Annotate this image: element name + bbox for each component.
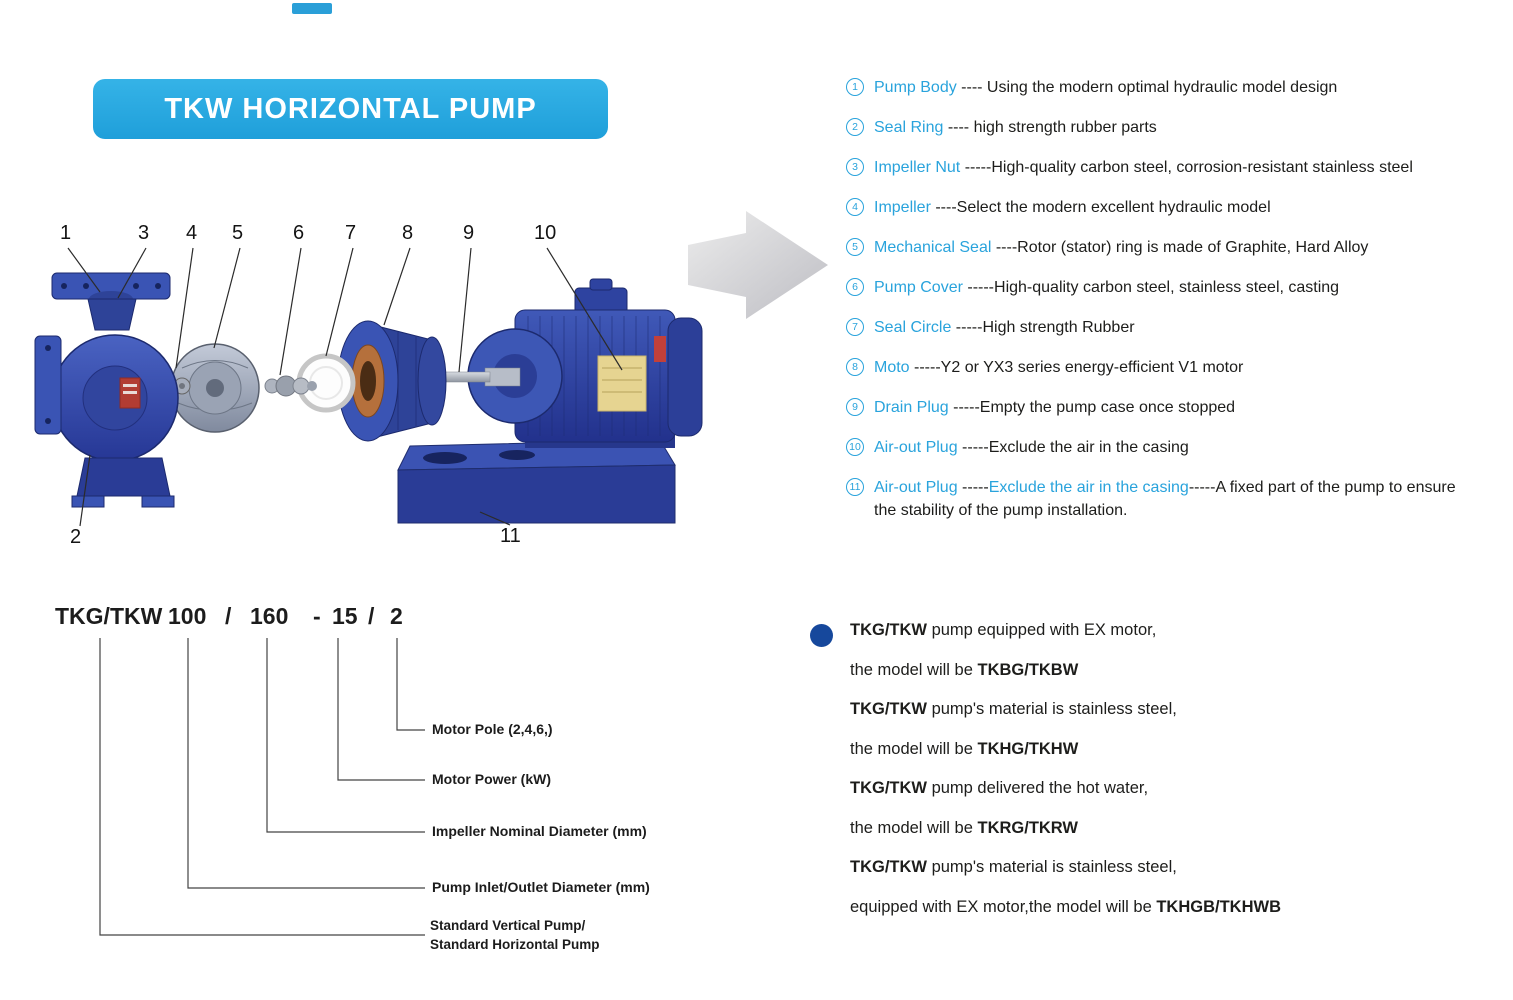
note-line bbox=[850, 895, 1410, 919]
bullet-icon bbox=[810, 624, 833, 647]
part-separator: ---- bbox=[943, 119, 974, 136]
part-name: Air-out Plug bbox=[874, 479, 958, 496]
parts-list-item bbox=[846, 436, 1478, 459]
parts-list-item bbox=[846, 316, 1478, 339]
part-description: High strength Rubber bbox=[982, 319, 1135, 336]
part-name: Seal Ring bbox=[874, 119, 944, 136]
part-description: Exclude the air in the casing bbox=[988, 439, 1189, 456]
model-code-slash1: / bbox=[225, 603, 232, 629]
note-text: the model will be bbox=[850, 739, 978, 758]
note-line bbox=[850, 776, 1410, 800]
parts-list-item bbox=[846, 196, 1478, 219]
part-name: Air-out Plug bbox=[874, 439, 958, 456]
parts-list-item bbox=[846, 76, 1478, 99]
note-line bbox=[850, 855, 1410, 879]
part-description: High-quality carbon steel, stainless steel, casting bbox=[994, 279, 1340, 296]
part-number-label-4: 4 bbox=[186, 222, 198, 244]
note-line bbox=[850, 737, 1410, 761]
arrow-right-icon bbox=[686, 205, 831, 325]
part-description: Using the modern optimal hydraulic model design bbox=[986, 79, 1338, 96]
part-separator: ---- bbox=[930, 199, 957, 216]
model-code-family: TKG/TKW bbox=[55, 603, 163, 629]
part-number-label-5: 5 bbox=[232, 222, 244, 244]
part-number-badge: 4 bbox=[846, 198, 864, 216]
note-text: the model will be bbox=[850, 818, 978, 837]
part-number-label-9: 9 bbox=[463, 222, 475, 244]
model-code-slash2: / bbox=[368, 603, 375, 629]
part-number-label-2: 2 bbox=[70, 526, 82, 548]
callout-inlet-diameter: Pump Inlet/Outlet Diameter (mm) bbox=[432, 879, 650, 895]
part-name: Drain Plug bbox=[874, 399, 949, 416]
part-number-badge: 3 bbox=[846, 158, 864, 176]
note-bold: TKG/TKW bbox=[850, 779, 927, 797]
note-text: the model will be bbox=[850, 660, 978, 679]
part-name: Pump Cover bbox=[874, 279, 963, 296]
callout-motor-pole: Motor Pole (2,4,6,) bbox=[432, 721, 553, 737]
note-bold: TKRG/TKRW bbox=[977, 818, 1078, 837]
note-text: pump's material is stainless steel, bbox=[926, 858, 1177, 876]
note-line bbox=[850, 816, 1410, 840]
callout-impeller-diameter: Impeller Nominal Diameter (mm) bbox=[432, 823, 647, 839]
page-title: TKW HORIZONTAL PUMP bbox=[164, 92, 537, 125]
part-separator: ----- bbox=[957, 479, 989, 496]
part-number-label-1: 1 bbox=[60, 222, 72, 244]
parts-list-item bbox=[846, 276, 1478, 299]
model-code-dash: - bbox=[313, 603, 321, 629]
callout-pump-type-line2: Standard Horizontal Pump bbox=[430, 937, 600, 952]
note-bold: TKG/TKW bbox=[850, 858, 927, 876]
motor-red-label bbox=[654, 336, 666, 362]
note-bold: TKG/TKW bbox=[850, 621, 927, 639]
part-number-badge: 5 bbox=[846, 238, 864, 256]
part-separator: ---- bbox=[956, 79, 987, 96]
part-number-badge: 7 bbox=[846, 318, 864, 336]
part-description-highlight: Exclude the air in the casing bbox=[988, 479, 1189, 496]
part-description: Empty the pump case once stopped bbox=[979, 399, 1236, 416]
callout-pump-type-line1: Standard Vertical Pump/ bbox=[430, 918, 586, 933]
parts-list-item bbox=[846, 156, 1478, 179]
motor-part bbox=[468, 279, 702, 448]
part-number-label-8: 8 bbox=[402, 222, 414, 244]
pump-exploded-diagram bbox=[30, 218, 760, 563]
callout-pump-type bbox=[430, 916, 600, 954]
note-bold: TKHG/TKHW bbox=[977, 739, 1079, 758]
part-separator: ----- bbox=[948, 399, 980, 416]
model-variants-notes bbox=[810, 618, 1410, 934]
part-number-label-11: 11 bbox=[500, 525, 521, 547]
note-line bbox=[850, 697, 1410, 721]
part-number-badge: 6 bbox=[846, 278, 864, 296]
part-number-label-6: 6 bbox=[293, 222, 305, 244]
pump-body-part bbox=[35, 273, 178, 507]
note-bold: TKG/TKW bbox=[850, 700, 927, 718]
pump-base-part bbox=[398, 440, 675, 523]
part-name: Impeller Nut bbox=[874, 159, 961, 176]
part-name: Pump Body bbox=[874, 79, 957, 96]
model-code-inlet: 100 bbox=[168, 603, 207, 629]
model-code-callout-lines bbox=[0, 598, 470, 998]
part-separator: ---- bbox=[991, 239, 1018, 256]
model-code-power: 15 bbox=[332, 603, 358, 629]
part-number-badge: 11 bbox=[846, 478, 864, 496]
part-number-badge: 1 bbox=[846, 78, 864, 96]
parts-list-item bbox=[846, 396, 1478, 419]
part-separator: ----- bbox=[957, 439, 989, 456]
part-number-badge: 2 bbox=[846, 118, 864, 136]
part-name: Impeller bbox=[874, 199, 931, 216]
part-description: high strength rubber parts bbox=[973, 119, 1157, 136]
part-number-label-7: 7 bbox=[345, 222, 357, 244]
motor-nameplate bbox=[598, 356, 646, 411]
note-lines bbox=[850, 618, 1410, 919]
model-code-impeller: 160 bbox=[250, 603, 289, 629]
part-number-badge: 10 bbox=[846, 438, 864, 456]
parts-list-item bbox=[846, 356, 1478, 379]
note-text: equipped with EX motor,the model will be bbox=[850, 897, 1157, 916]
part-description: -----A fixed part of the pump to ensure the stability of the pump installation. bbox=[874, 479, 1456, 519]
note-text: pump equipped with EX motor, bbox=[926, 621, 1157, 639]
parts-list bbox=[846, 76, 1478, 539]
part-description: Y2 or YX3 series energy-efficient V1 motor bbox=[940, 359, 1244, 376]
parts-list-item bbox=[846, 476, 1478, 522]
part-name: Mechanical Seal bbox=[874, 239, 992, 256]
model-code-pole: 2 bbox=[390, 603, 403, 629]
page-top-mark bbox=[292, 3, 332, 14]
parts-list-item bbox=[846, 116, 1478, 139]
part-number-label-3: 3 bbox=[138, 222, 150, 244]
part-separator: ----- bbox=[909, 359, 941, 376]
part-description: Rotor (stator) ring is made of Graphite, Hard Alloy bbox=[1017, 239, 1369, 256]
part-name: Moto bbox=[874, 359, 910, 376]
part-separator: ----- bbox=[962, 279, 995, 296]
title-banner bbox=[93, 79, 608, 139]
part-number-label-10: 10 bbox=[534, 222, 557, 244]
part-number-badge: 8 bbox=[846, 358, 864, 376]
parts-list-item bbox=[846, 236, 1478, 259]
callout-motor-power: Motor Power (kW) bbox=[432, 771, 551, 787]
part-description: Select the modern excellent hydraulic model bbox=[956, 199, 1271, 216]
note-line bbox=[850, 618, 1410, 642]
part-separator: ----- bbox=[951, 319, 983, 336]
note-bold: TKBG/TKBW bbox=[977, 660, 1079, 679]
note-line bbox=[850, 658, 1410, 682]
note-text: pump delivered the hot water, bbox=[926, 779, 1149, 797]
part-description: High-quality carbon steel, corrosion-resistant stainless steel bbox=[991, 159, 1413, 176]
part-separator: ----- bbox=[960, 159, 992, 176]
part-name: Seal Circle bbox=[874, 319, 952, 336]
part-number-badge: 9 bbox=[846, 398, 864, 416]
note-bold: TKHGB/TKHWB bbox=[1156, 897, 1281, 916]
note-text: pump's material is stainless steel, bbox=[926, 700, 1177, 718]
